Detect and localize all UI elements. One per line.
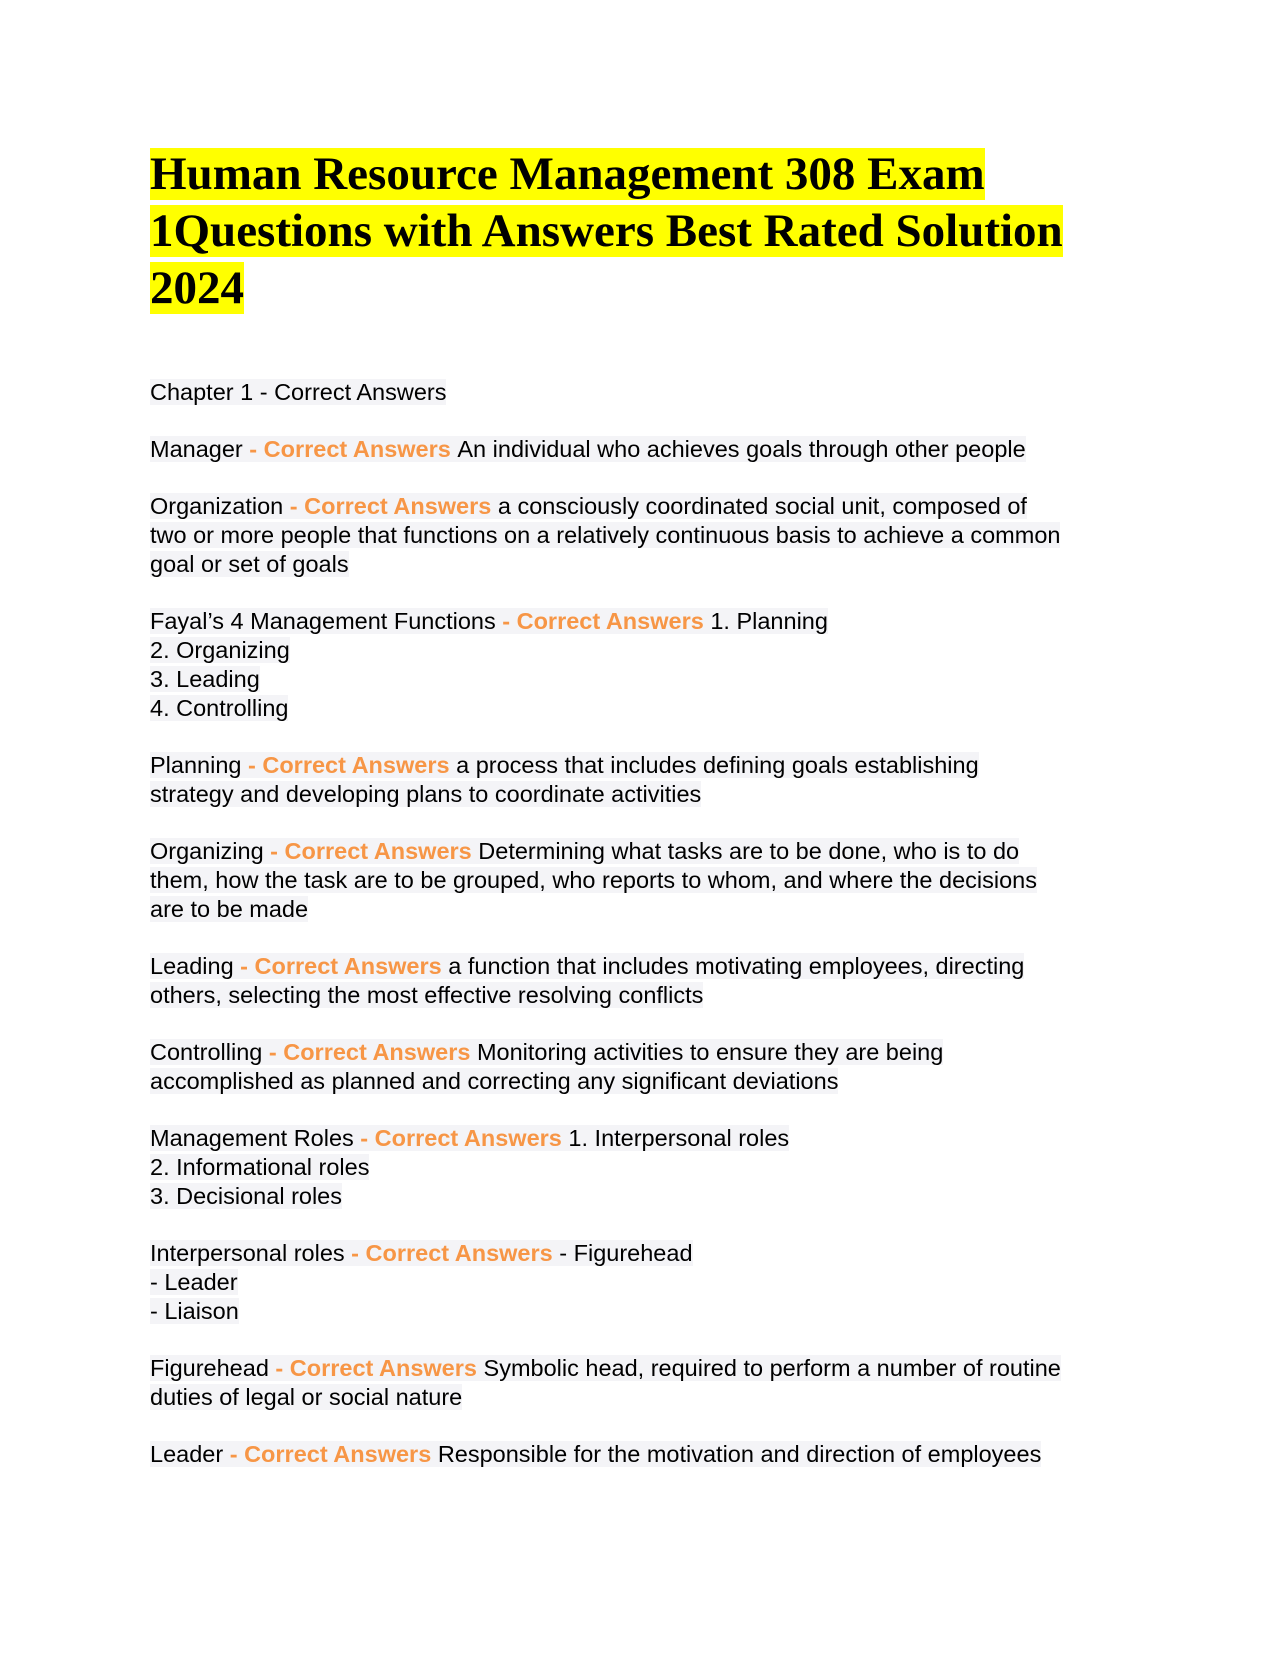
entry-line: [150, 1038, 1130, 1067]
entry-answer-text: Responsible for the motivation and direction of employees: [437, 1441, 1042, 1467]
qa-entry: [150, 837, 1130, 924]
entry-line: [150, 607, 1130, 636]
qa-entry-list: [150, 435, 1130, 1469]
entry-term: Manager: [150, 436, 243, 462]
entry-line: [150, 780, 1130, 809]
qa-entry: [150, 435, 1130, 464]
entry-term: Controlling: [150, 1039, 263, 1065]
title-highlight: Human Resource Management 308 Exam 1Questions with Answers Best Rated Solution 2024: [150, 148, 1063, 314]
entry-answer-text: others, selecting the most effective resolving conflicts: [150, 982, 704, 1008]
entry-answer-text: a consciously coordinated social unit, composed of: [497, 493, 1027, 519]
entry-line: [150, 1440, 1130, 1469]
entry-answer-text: strategy and developing plans to coordinate activities: [150, 781, 702, 807]
qa-entry: [150, 492, 1130, 579]
entry-answer-text: 2. Organizing: [150, 637, 290, 663]
qa-entry: [150, 952, 1130, 1010]
entry-term: Organization: [150, 493, 284, 519]
entry-line: [150, 837, 1130, 866]
entry-answer-text: 3. Leading: [150, 666, 260, 692]
entry-line: [150, 1354, 1130, 1383]
correct-answers-label: - Correct Answers: [495, 608, 711, 634]
entry-answer-text: them, how the task are to be grouped, who reports to whom, and where the decisions: [150, 867, 1037, 893]
correct-answers-label: - Correct Answers: [283, 493, 498, 519]
entry-line: [150, 636, 1130, 665]
entry-line: [150, 981, 1130, 1010]
entry-line: [150, 521, 1130, 550]
entry-line: [150, 866, 1130, 895]
entry-answer-text: - Figurehead: [559, 1240, 693, 1266]
correct-answers-label: - Correct Answers: [262, 1039, 477, 1065]
entry-answer-text: are to be made: [150, 896, 309, 922]
qa-entry: [150, 607, 1130, 723]
entry-answer-text: accomplished as planned and correcting any significant deviations: [150, 1068, 839, 1094]
entry-term: Interpersonal roles: [150, 1240, 345, 1266]
entry-answer-text: Monitoring activities to ensure they are being: [476, 1039, 944, 1065]
entry-line: [150, 665, 1130, 694]
entry-line: [150, 435, 1130, 464]
correct-answers-label: - Correct Answers: [353, 1125, 569, 1151]
entry-answer-text: duties of legal or social nature: [150, 1384, 463, 1410]
entry-term: Fayal’s 4 Management Functions: [150, 608, 496, 634]
entry-line: [150, 1239, 1130, 1268]
entry-answer-text: Determining what tasks are to be done, who is to do: [478, 838, 1020, 864]
entry-line: [150, 1182, 1130, 1211]
correct-answers-label: - Correct Answers: [233, 953, 449, 979]
qa-entry: [150, 1124, 1130, 1211]
entry-term: Leading: [150, 953, 234, 979]
entry-answer-text: two or more people that functions on a relatively continuous basis to achieve a common: [150, 522, 1061, 548]
entry-answer-text: 3. Decisional roles: [150, 1183, 343, 1209]
entry-answer-text: An individual who achieves goals through other people: [457, 436, 1026, 462]
entry-line: [150, 1067, 1130, 1096]
entry-line: [150, 1268, 1130, 1297]
entry-term: Leader: [150, 1441, 224, 1467]
entry-term: Organizing: [150, 838, 264, 864]
entry-answer-text: a function that includes motivating employees, directing: [448, 953, 1025, 979]
entry-term: Figurehead: [150, 1355, 269, 1381]
correct-answers-label: - Correct Answers: [268, 1355, 484, 1381]
entry-line: [150, 1153, 1130, 1182]
entry-answer-text: 4. Controlling: [150, 695, 289, 721]
document-title: [150, 146, 1140, 317]
entry-answer-text: 1. Interpersonal roles: [568, 1125, 790, 1151]
entry-line: [150, 1124, 1130, 1153]
entry-term: Planning: [150, 752, 242, 778]
entry-line: [150, 1383, 1130, 1412]
correct-answers-label: - Correct Answers: [242, 436, 458, 462]
qa-entry: [150, 1038, 1130, 1096]
entry-answer-text: Symbolic head, required to perform a number of routine: [483, 1355, 1061, 1381]
qa-entry: [150, 1440, 1130, 1469]
correct-answers-label: - Correct Answers: [223, 1441, 438, 1467]
entry-answer-text: 2. Informational roles: [150, 1154, 370, 1180]
entry-line: [150, 895, 1130, 924]
document-body: [150, 378, 1130, 1497]
correct-answers-label: - Correct Answers: [241, 752, 457, 778]
qa-entry: [150, 751, 1130, 809]
entry-answer-text: - Leader: [150, 1269, 238, 1295]
entry-answer-text: 1. Planning: [710, 608, 828, 634]
correct-answers-label: - Correct Answers: [263, 838, 479, 864]
entry-line: [150, 694, 1130, 723]
correct-answers-label: - Correct Answers: [344, 1240, 560, 1266]
qa-entry: [150, 1354, 1130, 1412]
entry-answer-text: - Liaison: [150, 1298, 239, 1324]
entry-answer-text: goal or set of goals: [150, 551, 349, 577]
chapter-heading: Chapter 1 - Correct Answers: [150, 379, 447, 405]
entry-line: [150, 952, 1130, 981]
entry-term: Management Roles: [150, 1125, 354, 1151]
entry-line: [150, 492, 1130, 521]
entry-answer-text: a process that includes defining goals establishing: [456, 752, 979, 778]
qa-entry: [150, 1239, 1130, 1326]
entry-line: [150, 550, 1130, 579]
entry-line: [150, 751, 1130, 780]
entry-line: [150, 1297, 1130, 1326]
